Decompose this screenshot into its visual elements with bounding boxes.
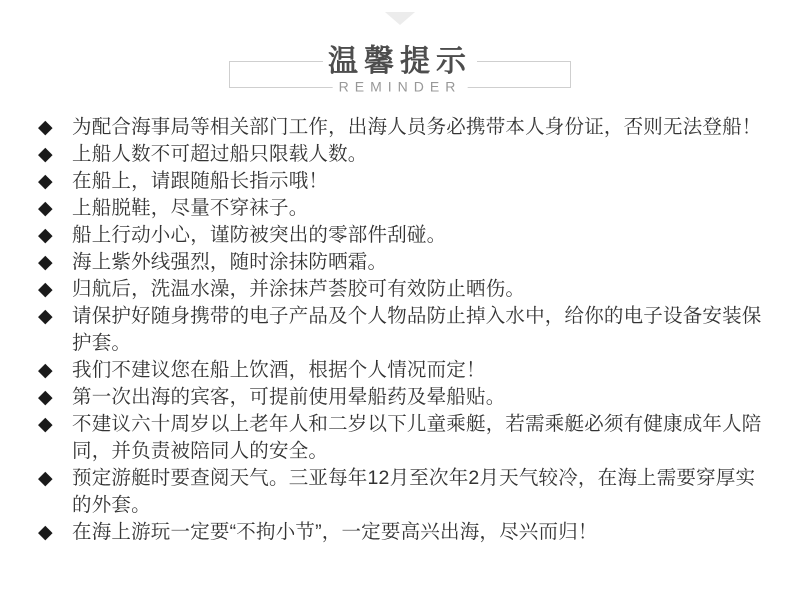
down-triangle-icon	[385, 12, 415, 25]
diamond-bullet-icon: ◆	[38, 387, 53, 408]
diamond-bullet-icon: ◆	[38, 252, 53, 273]
tip-text: 在船上，请跟随船长指示哦！	[72, 170, 329, 192]
diamond-bullet-icon: ◆	[38, 171, 53, 192]
diamond-bullet-icon: ◆	[38, 360, 53, 381]
tip-item	[38, 357, 767, 384]
tip-item	[38, 249, 767, 276]
tip-text: 第一次出海的宾客，可提前使用晕船药及晕船贴。	[72, 386, 506, 408]
tip-text: 上船脱鞋，尽量不穿袜子。	[72, 197, 309, 219]
tip-text: 上船人数不可超过船只限载人数。	[72, 143, 368, 165]
page-subtitle: REMINDER	[333, 79, 468, 96]
diamond-bullet-icon: ◆	[38, 117, 53, 138]
diamond-bullet-icon: ◆	[38, 144, 53, 165]
diamond-bullet-icon: ◆	[38, 522, 53, 543]
tip-item	[38, 384, 767, 411]
tip-text: 归航后，洗温水澡，并涂抹芦荟胶可有效防止晒伤。	[72, 278, 526, 300]
diamond-bullet-icon: ◆	[38, 225, 53, 246]
diamond-bullet-icon: ◆	[38, 279, 53, 300]
tip-item	[38, 411, 767, 465]
tip-item	[38, 465, 767, 519]
tip-text: 预定游艇时要查阅天气。三亚每年12月至次年2月天气较冷，在海上需要穿厚实的外套。	[72, 467, 756, 516]
tip-text: 请保护好随身携带的电子产品及个人物品防止掉入水中，给你的电子设备安装保护套。	[72, 305, 762, 354]
tip-text: 船上行动小心，谨防被突出的零部件刮碰。	[72, 224, 447, 246]
header-frame	[229, 44, 571, 95]
tip-item	[38, 222, 767, 249]
tip-item	[38, 141, 767, 168]
tip-text: 不建议六十周岁以上老年人和二岁以下儿童乘艇，若需乘艇必须有健康成年人陪同，并负责被陪同人的安全。	[72, 413, 762, 462]
tip-item	[38, 519, 767, 546]
diamond-bullet-icon: ◆	[38, 198, 53, 219]
tip-item	[38, 303, 767, 357]
page-title: 温馨提示	[323, 45, 477, 78]
tip-item	[38, 276, 767, 303]
tips-list	[38, 114, 767, 546]
tip-item	[38, 114, 767, 141]
tip-item	[38, 195, 767, 222]
tip-text: 我们不建议您在船上饮酒，根据个人情况而定！	[72, 359, 486, 381]
tip-text: 海上紫外线强烈，随时涂抹防晒霜。	[72, 251, 388, 273]
tip-text: 为配合海事局等相关部门工作，出海人员务必携带本人身份证，否则无法登船！	[72, 116, 762, 138]
diamond-bullet-icon: ◆	[38, 468, 53, 489]
reminder-notice-page	[0, 12, 800, 595]
diamond-bullet-icon: ◆	[38, 414, 53, 435]
diamond-bullet-icon: ◆	[38, 306, 53, 327]
tip-item	[38, 168, 767, 195]
tip-text: 在海上游玩一定要“不拘小节”，一定要高兴出海，尽兴而归！	[72, 521, 598, 543]
